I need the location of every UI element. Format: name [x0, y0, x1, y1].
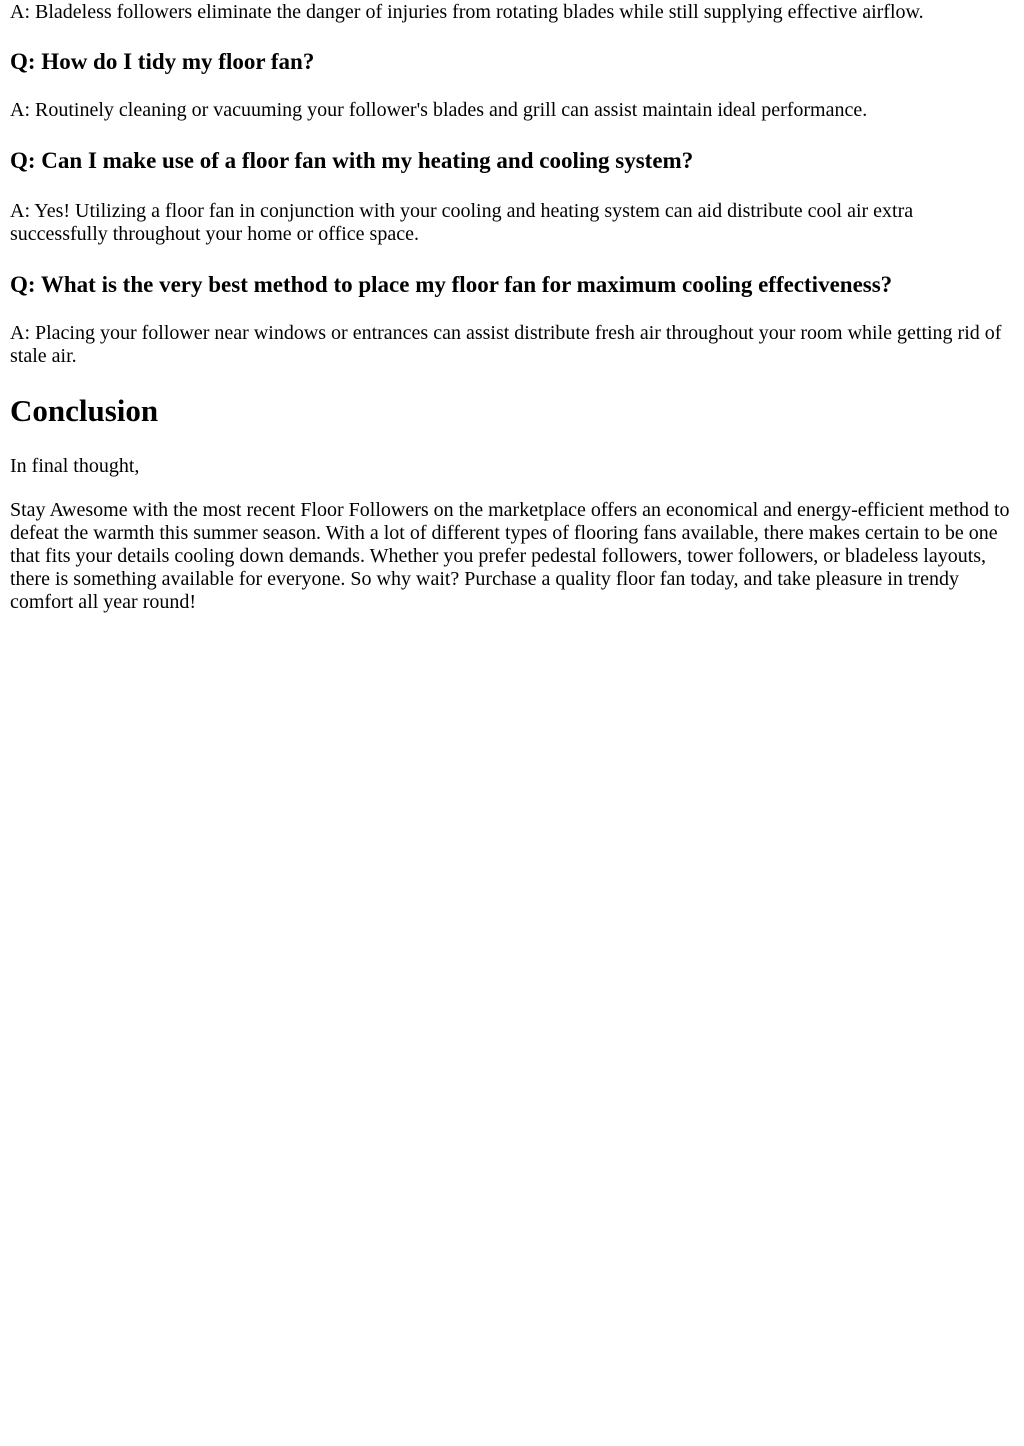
conclusion-intro: In final thought,	[10, 455, 140, 477]
faq-answer-clean: A: Routinely cleaning or vacuuming your follower's blades and grill can assist maintain ideal performance.	[10, 99, 868, 121]
faq-answer-bladeless: A: Bladeless followers eliminate the danger of injuries from rotating blades while still supplying effective airflow.	[10, 1, 924, 23]
faq-question-clean: Q: How do I tidy my floor fan?	[10, 49, 315, 74]
faq-answer-placement: A: Placing your follower near windows or entrances can assist distribute fresh air throughout your room while getting rid of stale air.	[10, 322, 1002, 367]
faq-answer-hvac: A: Yes! Utilizing a floor fan in conjunction with your cooling and heating system can aid distribute cool air extra successfully throughout your home or office space.	[10, 200, 914, 245]
faq-question-hvac: Q: Can I make use of a floor fan with my heating and cooling system?	[10, 148, 694, 173]
faq-question-placement: Q: What is the very best method to place my floor fan for maximum cooling effectiveness?	[10, 272, 893, 297]
conclusion-body: Stay Awesome with the most recent Floor Followers on the marketplace offers an economical and energy-efficient method to defeat the warmth this summer season. With a lot of different types of flooring fans available, there makes certain to be one that fits your details cooling down demands. Whether you prefer pedestal followers, tower followers, or bladeless layouts, there is something available for everyone. So why wait? Purchase a quality floor fan today, and take pleasure in trendy comfort all year round!	[10, 499, 1010, 613]
conclusion-heading: Conclusion	[10, 393, 159, 428]
